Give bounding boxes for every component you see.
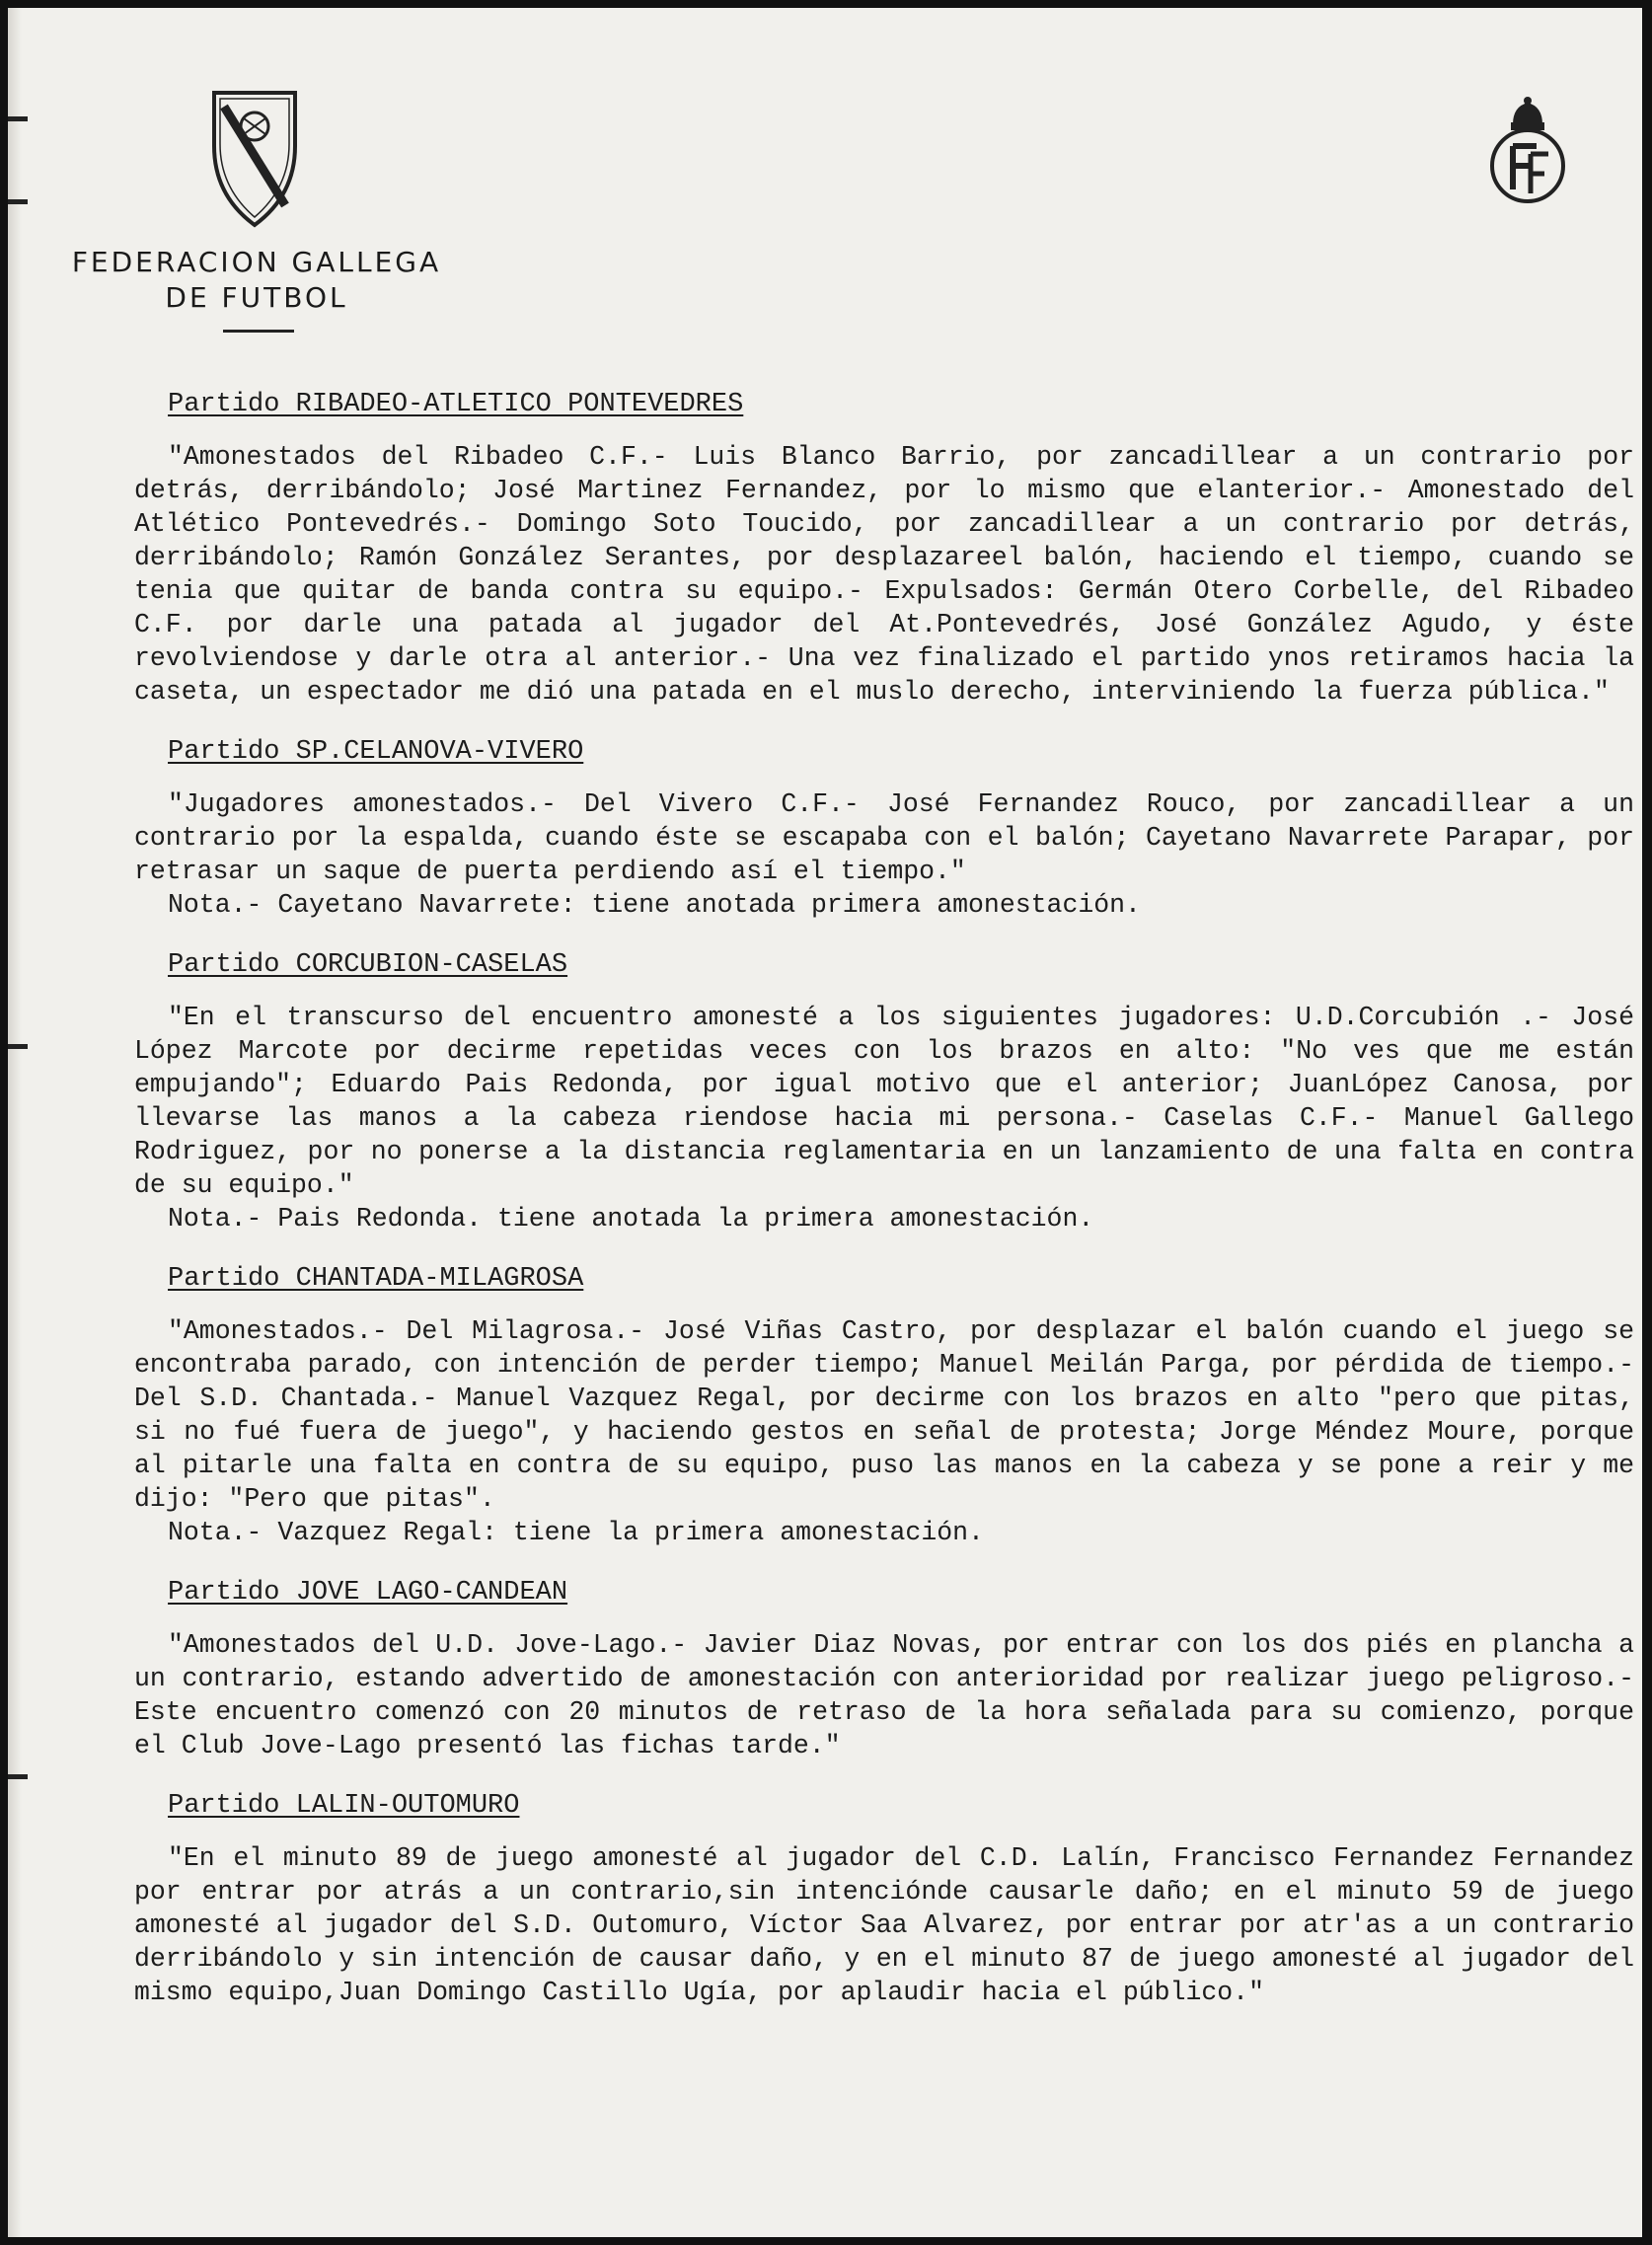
match-section — [134, 1575, 1634, 1762]
match-section — [134, 387, 1634, 709]
match-title: Partido CHANTADA-MILAGROSA — [168, 1264, 584, 1294]
match-title: Partido RIBADEO-ATLETICO PONTEVEDRES — [168, 390, 744, 419]
referee-report: "En el minuto 89 de juego amonesté al jugador del C.D. Lalín, Francisco Fernandez Fernandez por entrar por atrás a un contrario,sin intencióndе causarle daño; en el minuto 59 de juego amonesté al jugador del S.D. Outomuro, Víctor Saa Alvarez, por entrar por atr'as a un contrario derribándolo y sin intención de causar daño, y en el minuto 87 de juego amonesté al jugador del mismo equipo,Juan Domingo Castillo Ugía, por aplaudir hacia el público." — [134, 1843, 1634, 2007]
binding-mark — [8, 1774, 28, 1779]
federation-name-line-2: DE FUTBOL — [165, 281, 348, 314]
match-section — [134, 947, 1634, 1235]
match-section — [134, 1788, 1634, 2009]
match-title: Partido SP.CELANOVA-VIVERO — [168, 737, 584, 767]
spanish-football-federation-crest-icon — [1483, 95, 1572, 208]
binding-mark — [8, 116, 28, 121]
referee-report: "Amonestados del Ribadeo C.F.- Luis Blanco Barrio, por zancadillear a un contrario por detrás, derribándolo; José Martinez Fernandez, por lo mismo que elanterior.- Amonestado del Atlético Pontevedrés.- Domingo Soto Toucido, por zancadillear a un contrario por detrás, derribándolo; Ramón González Serantes, por desplazareel balón, haciendo el tiempo, cuando se tenia que quitar de banda contra su equipo.- Expulsados: Germán Otero Corbelle, del Ribadeo C.F. por darle una patada al jugador del At.Pontevedrés, José González Agudo, y éste revolviendose y darle otra al anterior.- Una vez finalizado el partido ynos retiramos hacia la caseta, un espectador me dió una patada en el muslo derecho, interviniendo la fuerza pública." — [134, 442, 1634, 707]
match-section — [134, 1261, 1634, 1549]
federation-name — [59, 245, 454, 316]
match-section — [134, 734, 1634, 922]
galician-football-federation-shield-icon — [210, 87, 299, 230]
referee-report: "Amonestados del U.D. Jove-Lago.- Javier Diaz Novas, por entrar con los dos piés en plancha a un contrario, estando advertido de amonestación con anterioridad por realizar juego peligroso.- Este encuentro comenzó con 20 minutos de retraso de la hora señalada para su comienzo, porque el Club Jove-Lago presentó las fichas tarde." — [134, 1630, 1634, 1760]
match-title: Partido JOVE LAGO-CANDEAN — [168, 1578, 568, 1608]
header-divider — [223, 330, 294, 333]
referee-report: "En el transcurso del encuentro amonesté a los siguientes jugadores: U.D.Corcubión .- José López Marcote por decirme repetidas veces con los brazos en alto: "No ves que me están empujando"; Eduardo Pais Redonda, por igual motivo que el anterior; JuanLópez Canosa, por llevarse las manos a la cabeza riendose hacia mi persona.- Caselas C.F.- Manuel Gallego Rodriguez, por no ponerse a la distancia reglamentaria en un lanzamiento de una falta en contra de su equipo." — [134, 1003, 1634, 1200]
match-reports — [134, 387, 1634, 2035]
report-note: Nota.- Cayetano Navarrete: tiene anotada primera amonestación. — [168, 890, 1141, 920]
referee-report: "Jugadores amonestados.- Del Vivero C.F.- José Fernandez Rouco, por zancadillear a un contrario por la espalda, cuando éste se escapaba con el balón; Cayetano Navarrete Parapar, por retrasar un saque de puerta perdiendo así el tiempo." — [134, 789, 1634, 886]
match-title: Partido CORCUBION-CASELAS — [168, 950, 568, 980]
report-note: Nota.- Pais Redonda. tiene anotada la primera amonestación. — [168, 1204, 1094, 1234]
match-title: Partido LALIN-OUTOMURO — [168, 1791, 520, 1821]
binding-mark — [8, 1044, 28, 1049]
page-edge-shadow — [8, 8, 22, 2237]
referee-report: "Amonestados.- Del Milagrosa.- José Viñas Castro, por desplazar el balón cuando el juego se encontraba parado, con intención de perder tiempo; Manuel Meilán Parga, por pérdida de tiempo.- Del S.D. Chantada.- Manuel Vazquez Regal, por decirme con los brazos en alto "pero que pitas, si no fué fuera de juego", y haciendo gestos en señal de protesta; Jorge Méndez Moure, porque al pitarle una falta en contra de su equipo, puso las manos en la cabeza y se pone a reir y me dijo: "Pero que pitas". — [134, 1316, 1634, 1514]
report-note: Nota.- Vazquez Regal: tiene la primera amonestación. — [168, 1518, 984, 1547]
document-page — [8, 8, 1642, 2237]
binding-mark — [8, 199, 28, 204]
federation-name-line-1: FEDERACION GALLEGA — [71, 246, 442, 278]
